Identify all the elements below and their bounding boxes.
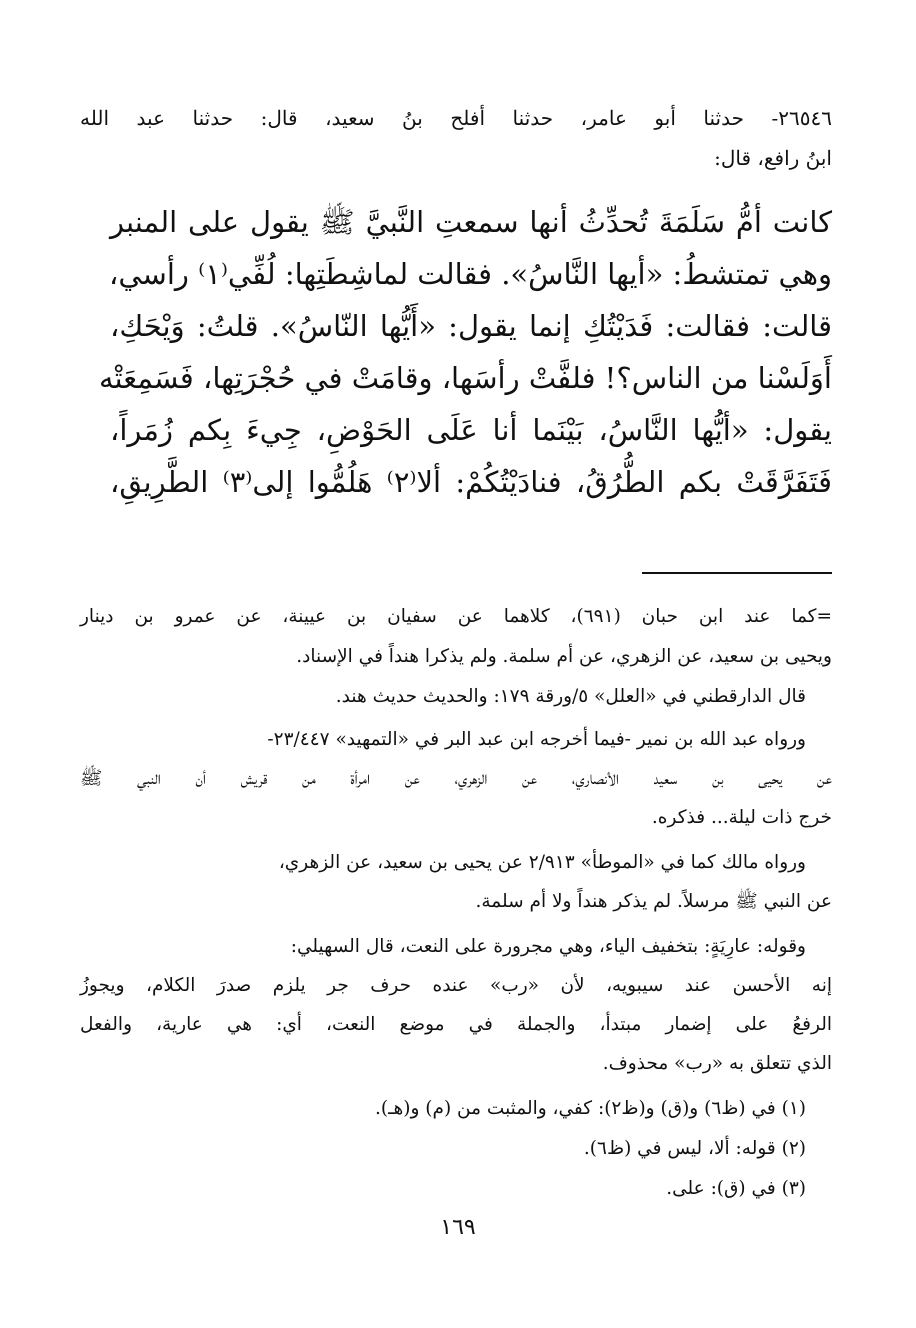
- hadith-header-line-1: ٢٦٥٤٦- حدثنا أبو عامر، حدثنا أفلح بنُ سعيد، قال: حدثنا عبد الله: [80, 106, 832, 130]
- footnote-3: (٣) في (ق): على.: [666, 1178, 806, 1199]
- hadith-body-line-5: يقول: «أيُّها النَّاسُ، بَيْنَما أنا عَلَى الحَوْضِ، جِيءَ بِكم زُمَراً،: [110, 413, 832, 447]
- hadith-header-line-2: ابنُ رافع، قال:: [714, 146, 832, 170]
- footnote-continuation-line-1: =كما عند ابن حبان (٦٩١)، كلاهما عن سفيان بن عيينة، عن عمرو بن دينار: [80, 606, 832, 627]
- footnote-separator: [642, 572, 832, 574]
- footnote-malik-line-2: عن النبي ﷺ مرسلاً. لم يذكر هنداً ولا أم سلمة.: [475, 891, 832, 912]
- footnote-continuation-line-2: ويحيى بن سعيد، عن الزهري، عن أم سلمة. ولم يذكرا هنداً في الإسناد.: [296, 646, 832, 667]
- footnote-2: (٢) قوله: ألا، ليس في (ظ٦).: [583, 1138, 806, 1159]
- footnote-ariya-line-1: وقوله: عارِيَةٍ: بتخفيف الياء، وهي مجرورة على النعت، قال السهيلي:: [290, 936, 806, 957]
- hadith-body-line-3: قالت: فقالت: فَدَيْتُكِ إنما يقول: «أَيُّها النّاسُ». قلتُ: وَيْحَكِ،: [110, 309, 832, 343]
- hadith-body-line-2: وهي تمتشطُ: «أيها النَّاسُ». فقالت لماشِطَتِها: لُفِّي⁽١⁾ رأسي،: [109, 257, 832, 291]
- footnote-ariya-line-2: إنه الأحسن عند سيبويه، لأن «رب» عنده حرف جر يلزم صدرَ الكلام، ويجوزُ: [80, 975, 832, 996]
- footnote-ariya-line-3: الرفعُ على إضمار مبتدأ، والجملة في موضع النعت، أي: هي عارية، والفعل: [80, 1014, 832, 1035]
- footnote-ibn-numair-line-3: خرج ذات ليلة... فذكره.: [651, 807, 832, 828]
- footnote-daraqutni-line: قال الدارقطني في «العلل» ٥/ورقة ١٧٩: والحديث حديث هند.: [335, 686, 806, 707]
- footnote-ariya-line-4: الذي تتعلق به «رب» محذوف.: [602, 1053, 832, 1074]
- hadith-body-line-1: كانت أمُّ سَلَمَةَ تُحدِّثُ أنها سمعتِ النَّبيَّ ﷺ يقول على المنبر: [110, 205, 832, 239]
- hadith-body-line-6: فَتَفَرَّقَتْ بكم الطُّرُقُ، فنادَيْتُكُمْ: ألا⁽٢⁾ هَلُمُّوا إلى⁽٣⁾ الطَّرِيقِ،: [110, 465, 832, 499]
- footnote-ibn-numair-line-2: عن يحيى بن سعيد الأنصاري، عن الزهري، عن امرأة من قريش أن النبي ﷺ: [80, 768, 832, 789]
- footnote-malik-line-1: ورواه مالك كما في «الموطأ» ٢/٩١٣ عن يحيى بن سعيد، عن الزهري،: [278, 852, 806, 873]
- footnote-1: (١) في (ظ٦) و(ق) و(ظ٢): كفي، والمثبت من (م) و(هـ).: [374, 1098, 806, 1119]
- hadith-body-line-4: أَوَلَسْنا من الناس؟! فلفَّتْ رأسَها، وقامَتْ في حُجْرَتِها، فَسَمِعَتْه: [99, 361, 832, 395]
- footnote-ibn-numair-line-1: ورواه عبد الله بن نمير -فيما أخرجه ابن عبد البر في «التمهيد» ٢٣/٤٤٧-: [267, 729, 806, 750]
- page-number: ١٦٩: [440, 1215, 476, 1240]
